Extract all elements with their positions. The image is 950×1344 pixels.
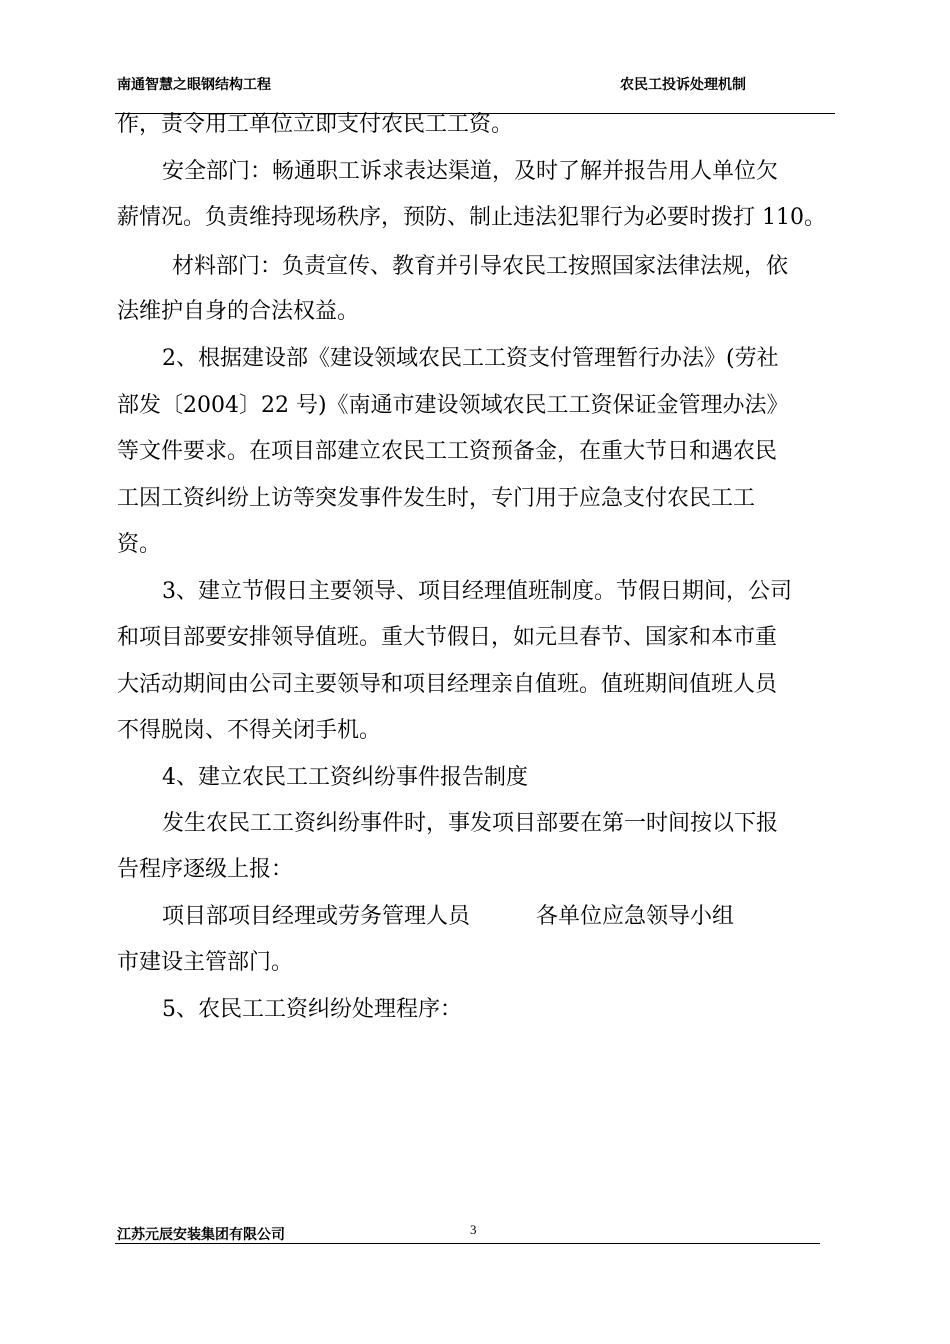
body-line-11: 3、建立节假日主要领导、项目经理值班制度。节假日期间，公司 <box>162 579 792 604</box>
body-line-10: 资。 <box>117 532 162 557</box>
body-line-8: 等文件要求。在项目部建立农民工工资预备金，在重大节日和遇农民 <box>117 439 778 464</box>
body-line-9: 工因工资纠纷上访等突发事件发生时，专门用于应急支付农民工工 <box>117 486 756 511</box>
body-line-3: 薪情况。负责维持现场秩序，预防、制止违法犯罪行为必要时拨打 110。 <box>117 205 826 230</box>
body-line-2: 安全部门：畅通职工诉求表达渠道，及时了解并报告用人单位欠 <box>162 159 779 184</box>
body-line-14: 不得脱岗、不得关闭手机。 <box>117 718 382 743</box>
header-document-title: 农民工投诉处理机制 <box>620 77 746 93</box>
body-line-5: 法维护自身的合法权益。 <box>117 299 360 324</box>
body-line-18: 项目部项目经理或劳务管理人员 各单位应急领导小组 <box>162 904 735 929</box>
page-number: 3 <box>470 1222 477 1237</box>
body-line-4: 材料部门：负责宣传、教育并引导农民工按照国家法律法规，依 <box>172 254 789 279</box>
body-line-1: 作，责令用工单位立即支付农民工工资。 <box>117 112 514 137</box>
body-line-6: 2、根据建设部《建设领域农民工工资支付管理暂行办法》(劳社 <box>162 346 779 371</box>
header-project-name: 南通智慧之眼钢结构工程 <box>117 77 271 93</box>
body-line-20: 5、农民工工资纠纷处理程序： <box>162 997 462 1022</box>
body-line-15: 4、建立农民工工资纠纷事件报告制度 <box>162 765 528 790</box>
footer-company-name: 江苏元辰安装集团有限公司 <box>117 1227 285 1243</box>
footer-divider <box>115 1243 820 1244</box>
body-line-13: 大活动期间由公司主要领导和项目经理亲自值班。值班期间值班人员 <box>117 672 778 697</box>
body-line-17: 告程序逐级上报： <box>117 857 294 882</box>
body-line-16: 发生农民工工资纠纷事件时，事发项目部要在第一时间按以下报 <box>162 811 779 836</box>
body-line-19: 市建设主管部门。 <box>117 950 294 975</box>
body-line-7: 部发〔2004〕22 号)《南通市建设领域农民工工资保证金管理办法》 <box>117 393 789 418</box>
body-line-12: 和项目部要安排领导值班。重大节假日，如元旦春节、国家和本市重 <box>117 625 778 650</box>
